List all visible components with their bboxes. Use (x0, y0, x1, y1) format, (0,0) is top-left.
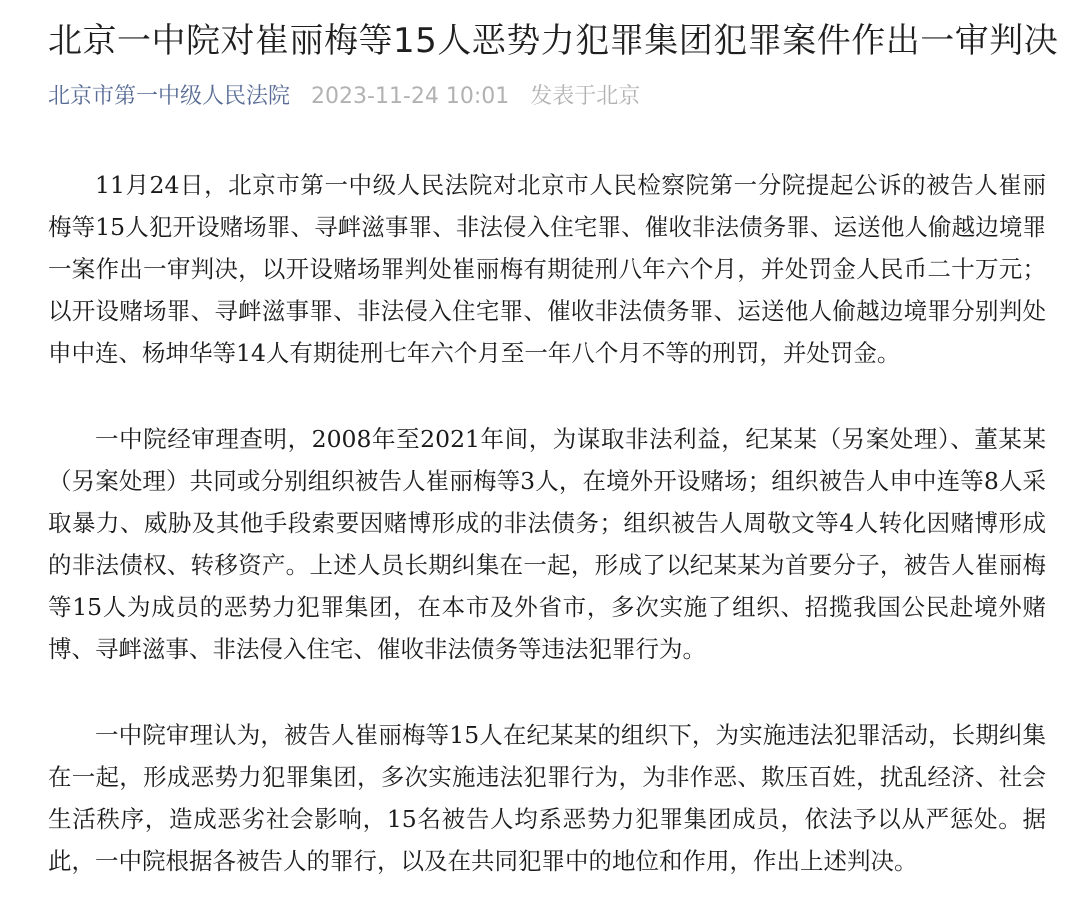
publish-location: 发表于北京 (530, 84, 641, 109)
article-meta (48, 80, 640, 114)
article-body (48, 164, 1046, 882)
publish-timestamp: 2023-11-24 10:01 (311, 84, 510, 109)
article-title: 北京一中院对崔丽梅等15人恶势力犯罪集团犯罪案件作出一审判决 (48, 21, 1059, 61)
source-account-link[interactable]: 北京市第一中级人民法院 (48, 84, 291, 109)
paragraph-findings: 一中院经审理查明，2008年至2021年间，为谋取非法利益，纪某某（另案处理）、董某某（另案处理）共同或分别组织被告人崔丽梅等3人，在境外开设赌场；组织被告人申中连等8人采取暴力、威胁及其他手段索要因赌博形成的非法债务；组织被告人周敬文等4人转化因赌博形成的非法债权、转移资产。上述人员长期纠集在一起，形成了以纪某某为首要分子，被告人崔丽梅等15人为成员的恶势力犯罪集团，在本市及外省市，多次实施了组织、招揽我国公民赴境外赌博、寻衅滋事、非法侵入住宅、催收非法债务等违法犯罪行为。 (48, 425, 1046, 663)
paragraph-ruling: 一中院审理认为，被告人崔丽梅等15人在纪某某的组织下，为实施违法犯罪活动，长期纠集在一起，形成恶势力犯罪集团，多次实施违法犯罪行为，为非作恶、欺压百姓，扰乱经济、社会生活秩序，造成恶劣社会影响，15名被告人均系恶势力犯罪集团成员，依法予以从严惩处。据此，一中院根据各被告人的罪行，以及在共同犯罪中的地位和作用，作出上述判决。 (48, 721, 1046, 875)
paragraph-verdict: 11月24日，北京市第一中级人民法院对北京市人民检察院第一分院提起公诉的被告人崔丽梅等15人犯开设赌场罪、寻衅滋事罪、非法侵入住宅罪、催收非法债务罪、运送他人偷越边境罪一案作出一审判决，以开设赌场罪判处崔丽梅有期徒刑八年六个月，并处罚金人民币二十万元；以开设赌场罪、寻衅滋事罪、非法侵入住宅罪、催收非法债务罪、运送他人偷越边境罪分别判处申中连、杨坤华等14人有期徒刑七年六个月至一年八个月不等的刑罚，并处罚金。 (48, 171, 1046, 367)
